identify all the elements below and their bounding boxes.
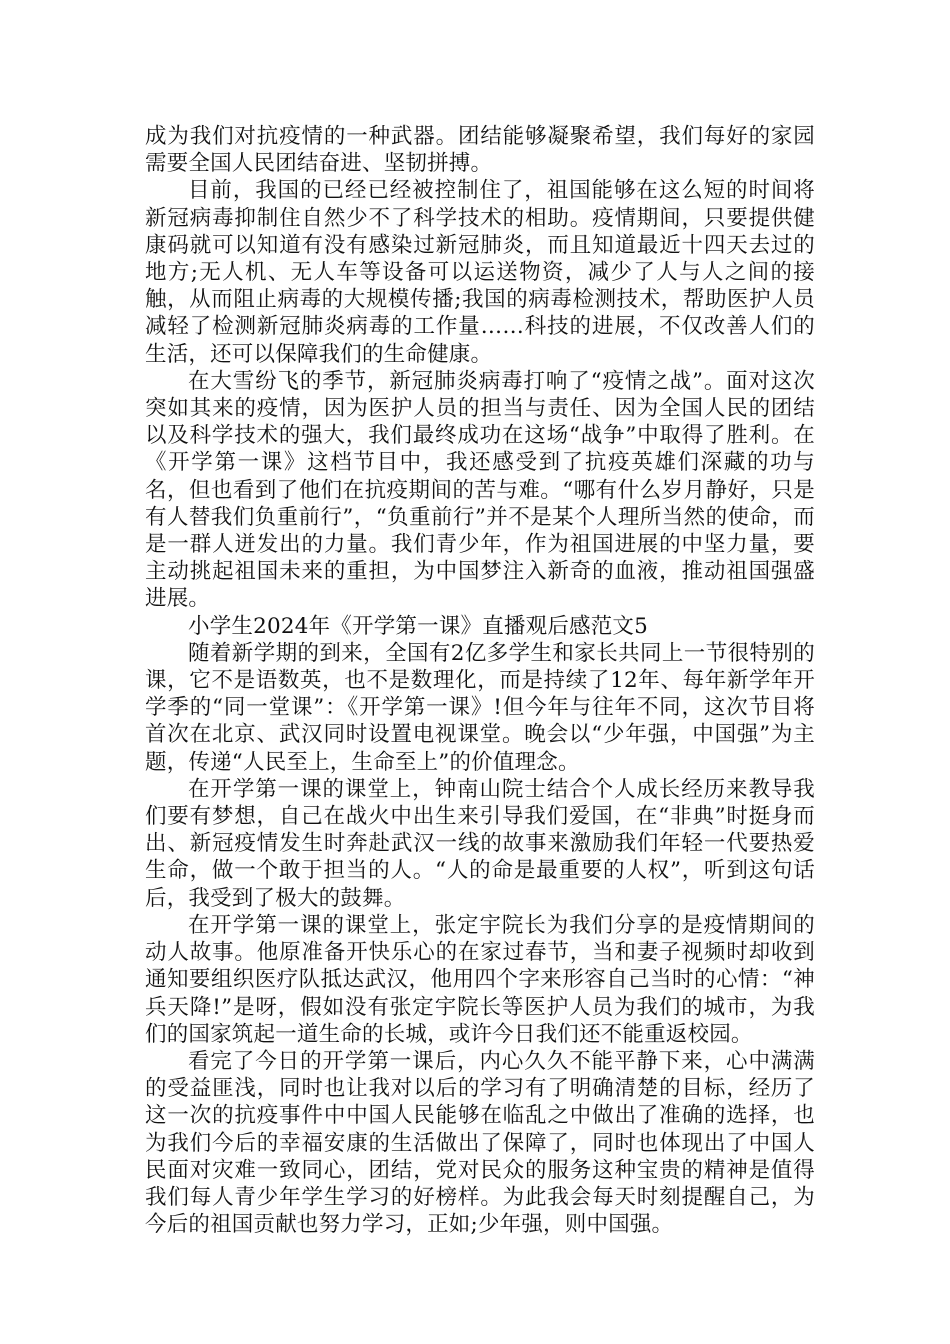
paragraph-zhong-nanshan: 在开学第一课的课堂上，钟南山院士结合个人成长经历来教导我们要有梦想，自己在战火中出生来引导我们爱国，在“非典”时挺身而出、新冠疫情发生时奔赴武汉一线的故事来激励我们年轻一代要热爱生命，做一个敢于担当的人。“人的命是最重要的人权”，听到这句话后，我受到了极大的鼓舞。 <box>145 776 815 911</box>
section-heading: 小学生2024年《开学第一课》直播观后感范文5 <box>188 613 648 639</box>
paragraph-new-semester: 随着新学期的到来，全国有2亿多学生和家长共同上一节很特别的课，它不是语数英，也不是数理化，而是持续了12年、每年新学年开学季的“同一堂课”：《开学第一课》!但今年与往年不同，这次节目将首次在北京、武汉同时设置电视课堂。晚会以“少年强，中国强”为主题，传递“人民至上，生命至上”的价值理念。 <box>145 640 815 775</box>
paragraph-technology: 目前，我国的已经已经被控制住了，祖国能够在这么短的时间将新冠病毒抑制住自然少不了科学技术的相助。疫情期间，只要提供健康码就可以知道有没有感染过新冠肺炎，而且知道最近十四天去过的地方;无人机、无人车等设备可以运送物资，减少了人与人之间的接触，从而阻止病毒的大规模传播;我国的病毒检测技术，帮助医护人员减轻了检测新冠肺炎病毒的工作量……科技的进展，不仅改善人们的生活，还可以保障我们的生命健康。 <box>145 178 815 367</box>
paragraph-reflection: 看完了今日的开学第一课后，内心久久不能平静下来，心中满满的受益匪浅，同时也让我对以后的学习有了明确清楚的目标，经历了这一次的抗疫事件中中国人民能够在临乱之中做出了准确的选择，也为我们今后的幸福安康的生活做出了保障了，同时也体现出了中国人民面对灾难一致同心，团结，党对民众的服务这种宝贵的精神是值得我们每人青少年学生学习的好榜样。为此我会每天时刻提醒自己，为今后的祖国贡献也努力学习，正如;少年强，则中国强。 <box>145 1048 815 1238</box>
paragraph-epidemic-battle: 在大雪纷飞的季节，新冠肺炎病毒打响了“疫情之战”。面对这次突如其来的疫情，因为医护人员的担当与责任、因为全国人民的团结以及科学技术的强大，我们最终成功在这场“战争”中取得了胜利。在《开学第一课》这档节目中，我还感受到了抗疫英雄们深藏的功与名，但也看到了他们在抗疫期间的苦与难。“哪有什么岁月静好，只是有人替我们负重前行”，“负重前行”并不是某个人理所当然的使命，而是一群人迸发出的力量。我们青少年，作为祖国进展的中坚力量，要主动挑起祖国未来的重担，为中国梦注入新奇的血液，推动祖国强盛进展。 <box>145 368 815 612</box>
paragraph-continuation: 成为我们对抗疫情的一种武器。团结能够凝聚希望，我们每好的家园需要全国人民团结奋进、坚韧拼搏。 <box>145 124 815 177</box>
paragraph-zhang-dingyu: 在开学第一课的课堂上，张定宇院长为我们分享的是疫情期间的动人故事。他原准备开快乐心的在家过春节，当和妻子视频时却收到通知要组织医疗队抵达武汉，他用四个字来形容自己当时的心情：“神兵天降!”是呀，假如没有张定宇院长等医护人员为我们的城市，为我们的国家筑起一道生命的长城，或许今日我们还不能重返校园。 <box>145 912 815 1047</box>
document-body <box>145 123 815 1238</box>
